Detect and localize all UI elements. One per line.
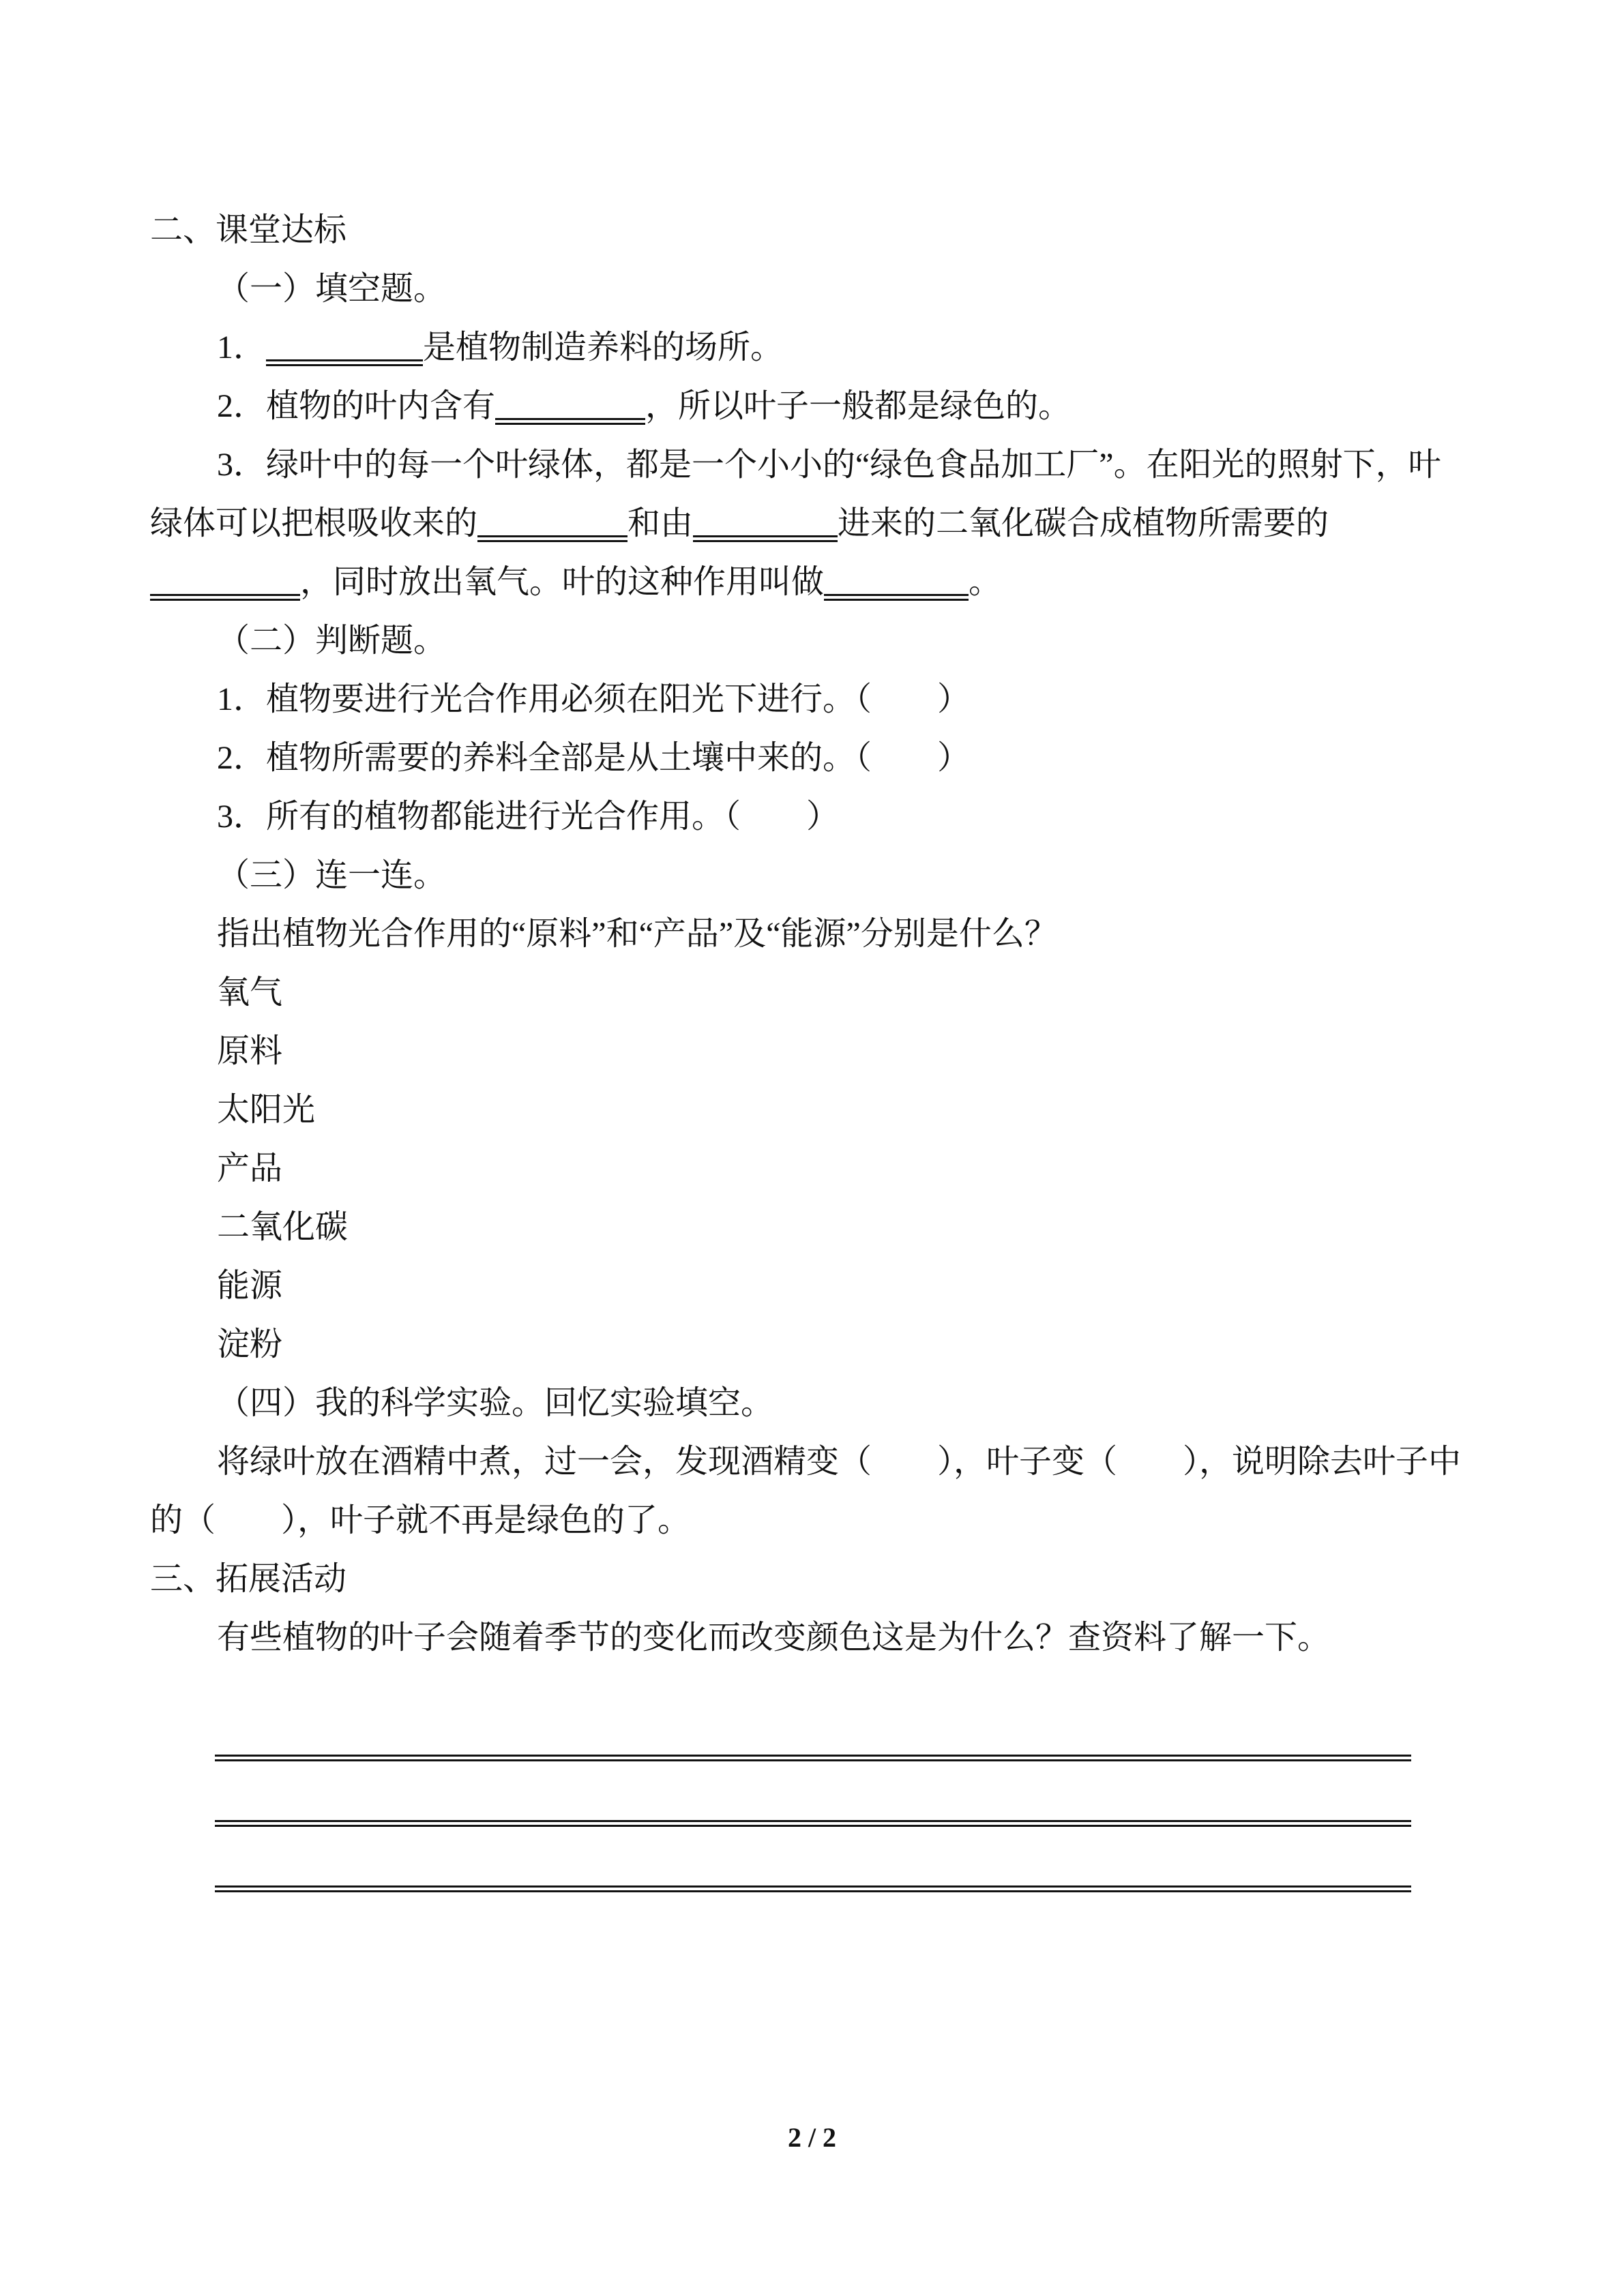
experiment-line-1: 将绿叶放在酒精中煮，过一会，发现酒精变（ ），叶子变（ ），说明除去叶子中 <box>217 1444 1462 1480</box>
match-item-starch: 淀粉 <box>217 1326 283 1362</box>
fill-blank <box>693 509 838 542</box>
judge-item-2: 2．植物所需要的养料全部是从土壤中来的。（ ） <box>217 740 971 776</box>
part3-prompt: 指出植物光合作用的“原料”和“产品”及“能源”分别是什么？ <box>217 916 1057 952</box>
part3-heading: （三）连一连。 <box>217 857 447 893</box>
fill-blank <box>266 333 423 366</box>
section3-heading: 三、拓展活动 <box>150 1561 347 1597</box>
fill-item-1-text: 是植物制造养料的场所。 <box>423 329 784 366</box>
part4-heading: （四）我的科学实验。回忆实验填空。 <box>217 1385 774 1421</box>
fill-item-3-line-3-end: 。 <box>969 564 1002 600</box>
fill-blank <box>150 568 300 601</box>
worksheet-body <box>150 201 1474 1892</box>
fill-item-3-line-2-pre: 绿体可以把根吸收来的 <box>150 505 478 541</box>
answer-area-spacer <box>150 1667 1474 1696</box>
part2-heading: （二）判断题。 <box>217 623 447 659</box>
fill-blank <box>477 509 628 542</box>
answer-rule-line <box>215 1827 1411 1892</box>
fill-item-1-number: 1． <box>217 329 267 366</box>
fill-item-2 <box>150 377 1474 436</box>
fill-item-3-line-1: 3．绿叶中的每一个叶绿体，都是一个小小的“绿色食品加工厂”。在阳光的照射下，叶 <box>217 447 1441 483</box>
match-item-raw-material: 原料 <box>217 1033 283 1069</box>
fill-item-3-line-3-mid: ，同时放出氧气。叶的这种作用叫做 <box>300 564 825 600</box>
match-item-oxygen: 氧气 <box>217 974 283 1011</box>
match-item-carbon-dioxide: 二氧化碳 <box>217 1209 349 1245</box>
fill-item-2-pre: 2．植物的叶内含有 <box>217 388 496 424</box>
section2-heading: 二、课堂达标 <box>150 212 347 248</box>
fill-item-3-line-2-post: 进来的二氧化碳合成植物所需要的 <box>838 505 1329 541</box>
part1-heading: （一）填空题。 <box>217 271 447 307</box>
experiment-line-2: 的（ ），叶子就不再是绿色的了。 <box>150 1502 691 1538</box>
match-item-product: 产品 <box>217 1150 283 1187</box>
fill-item-3-line-3 <box>150 553 1474 612</box>
fill-item-2-post: ，所以叶子一般都是绿色的。 <box>645 388 1072 424</box>
match-item-sunlight: 太阳光 <box>217 1092 316 1128</box>
section3-prompt: 有些植物的叶子会随着季节的变化而改变颜色这是为什么？查资料了解一下。 <box>217 1620 1331 1656</box>
fill-item-1 <box>150 318 1474 377</box>
fill-item-3-line-2 <box>150 494 1474 553</box>
fill-item-3-line-2-mid: 和由 <box>628 505 694 541</box>
answer-rule-line <box>215 1696 1411 1761</box>
fill-blank <box>495 392 645 425</box>
page-number: 2 / 2 <box>787 2122 837 2153</box>
match-item-energy-source: 能源 <box>217 1268 283 1304</box>
answer-rule-line <box>215 1761 1411 1827</box>
fill-blank <box>824 568 969 601</box>
judge-item-1: 1．植物要进行光合作用必须在阳光下进行。（ ） <box>217 681 971 717</box>
judge-item-3: 3．所有的植物都能进行光合作用。（ ） <box>217 799 840 835</box>
